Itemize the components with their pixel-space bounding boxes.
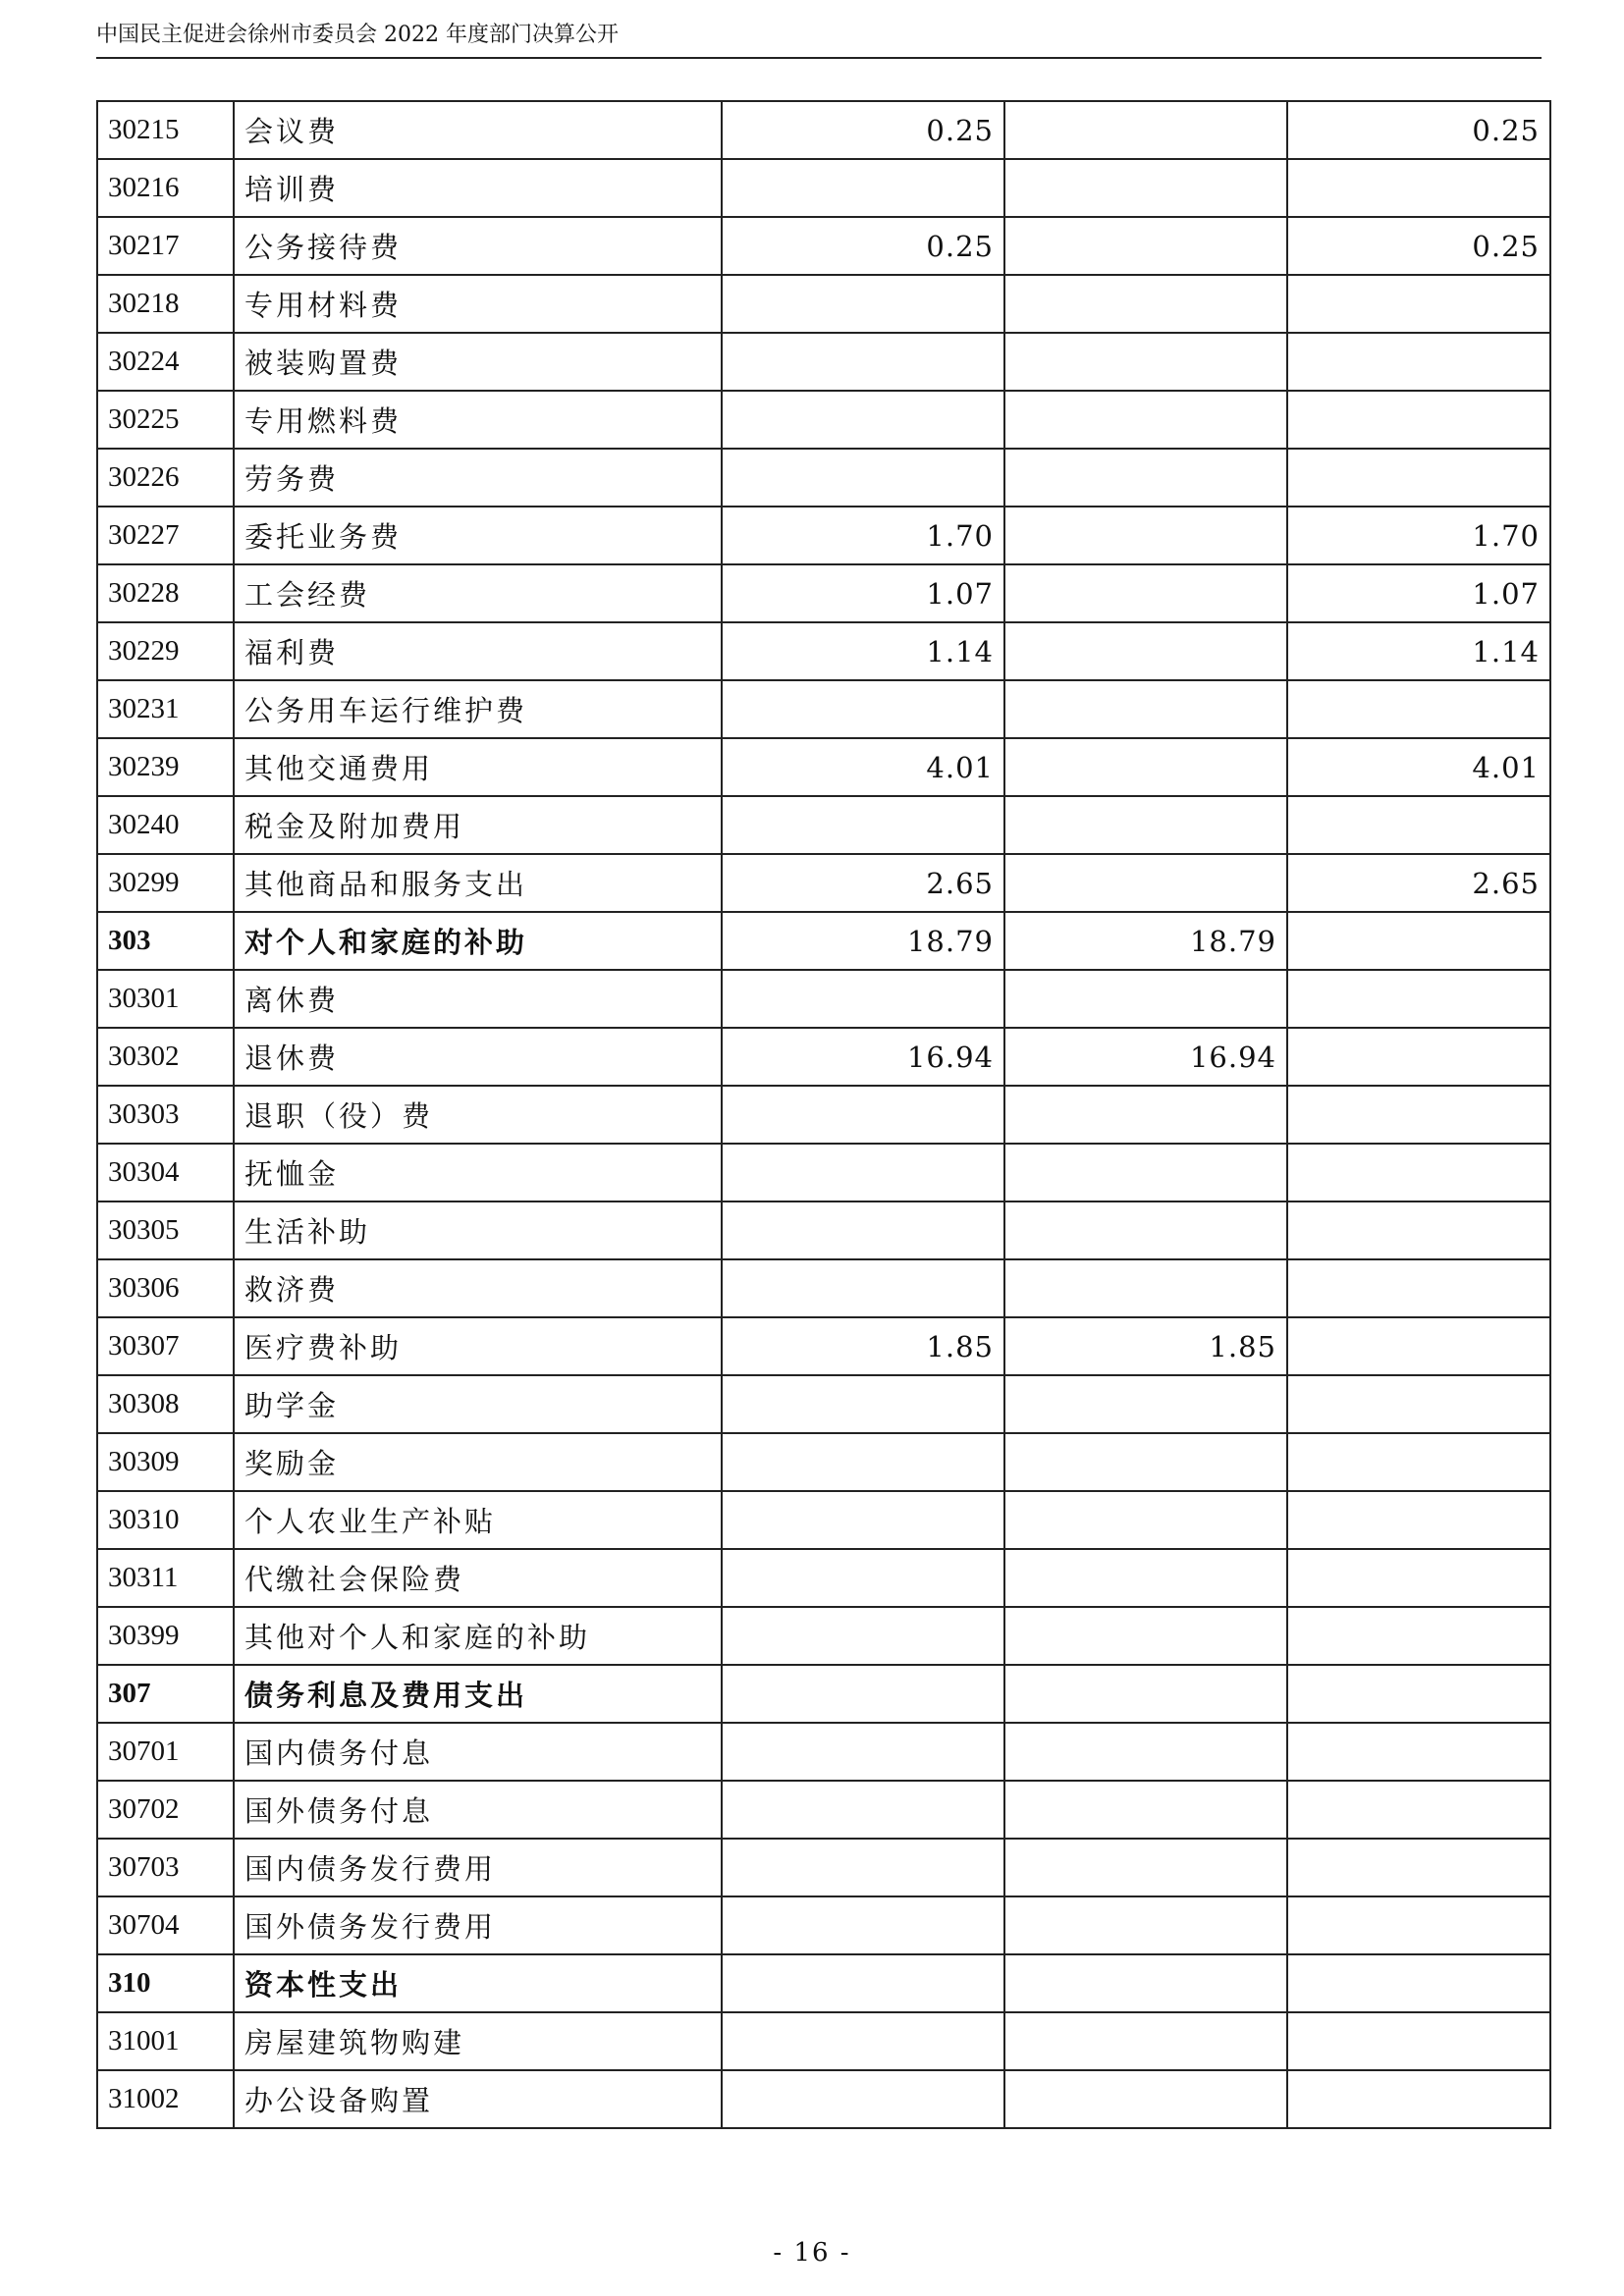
project-expenditure-cell — [1287, 449, 1550, 507]
economic-code-cell: 30310 — [97, 1491, 234, 1549]
total-amount-cell: 1.70 — [722, 507, 1004, 564]
project-expenditure-cell — [1287, 1549, 1550, 1607]
table-row — [97, 449, 1550, 507]
economic-code-cell: 30226 — [97, 449, 234, 507]
item-name-cell: 奖励金 — [234, 1433, 722, 1491]
economic-code-cell: 303 — [97, 912, 234, 970]
total-amount-cell — [722, 1896, 1004, 1954]
economic-code-cell: 30309 — [97, 1433, 234, 1491]
basic-expenditure-cell — [1004, 1954, 1287, 2012]
table-row — [97, 1607, 1550, 1665]
table-row — [97, 854, 1550, 912]
table-group-row — [97, 1665, 1550, 1723]
project-expenditure-cell: 2.65 — [1287, 854, 1550, 912]
total-amount-cell — [722, 1781, 1004, 1839]
total-amount-cell — [722, 391, 1004, 449]
table-row — [97, 738, 1550, 796]
basic-expenditure-cell — [1004, 449, 1287, 507]
item-name-cell: 公务用车运行维护费 — [234, 680, 722, 738]
total-amount-cell — [722, 1839, 1004, 1896]
table-row — [97, 1201, 1550, 1259]
total-amount-cell — [722, 1086, 1004, 1144]
economic-code-cell: 30303 — [97, 1086, 234, 1144]
item-name-cell: 会议费 — [234, 101, 722, 159]
expenditure-table-body — [97, 101, 1550, 2128]
project-expenditure-cell — [1287, 1723, 1550, 1781]
project-expenditure-cell — [1287, 2012, 1550, 2070]
basic-expenditure-cell — [1004, 507, 1287, 564]
total-amount-cell — [722, 449, 1004, 507]
economic-code-cell: 30311 — [97, 1549, 234, 1607]
total-amount-cell — [722, 2012, 1004, 2070]
basic-expenditure-cell — [1004, 796, 1287, 854]
total-amount-cell — [722, 275, 1004, 333]
economic-code-cell: 30299 — [97, 854, 234, 912]
project-expenditure-cell — [1287, 1954, 1550, 2012]
basic-expenditure-cell — [1004, 1433, 1287, 1491]
table-row — [97, 1549, 1550, 1607]
total-amount-cell: 1.07 — [722, 564, 1004, 622]
basic-expenditure-cell — [1004, 1144, 1287, 1201]
table-row — [97, 159, 1550, 217]
economic-code-cell: 30225 — [97, 391, 234, 449]
economic-code-cell: 31001 — [97, 2012, 234, 2070]
table-row — [97, 2070, 1550, 2128]
project-expenditure-cell — [1287, 275, 1550, 333]
item-name-cell: 退职（役）费 — [234, 1086, 722, 1144]
table-row — [97, 1781, 1550, 1839]
table-group-row — [97, 1954, 1550, 2012]
item-name-cell: 退休费 — [234, 1028, 722, 1086]
economic-code-cell: 30218 — [97, 275, 234, 333]
item-name-cell: 公务接待费 — [234, 217, 722, 275]
basic-expenditure-cell: 16.94 — [1004, 1028, 1287, 1086]
table-row — [97, 275, 1550, 333]
table-row — [97, 1896, 1550, 1954]
basic-expenditure-cell — [1004, 970, 1287, 1028]
item-name-cell: 个人农业生产补贴 — [234, 1491, 722, 1549]
economic-code-cell: 30229 — [97, 622, 234, 680]
total-amount-cell: 16.94 — [722, 1028, 1004, 1086]
economic-code-cell: 30224 — [97, 333, 234, 391]
economic-code-cell: 30703 — [97, 1839, 234, 1896]
project-expenditure-cell — [1287, 1607, 1550, 1665]
project-expenditure-cell — [1287, 1781, 1550, 1839]
project-expenditure-cell — [1287, 333, 1550, 391]
total-amount-cell — [722, 1201, 1004, 1259]
basic-expenditure-cell — [1004, 1549, 1287, 1607]
table-row — [97, 1086, 1550, 1144]
project-expenditure-cell — [1287, 1317, 1550, 1375]
project-expenditure-cell: 1.70 — [1287, 507, 1550, 564]
basic-expenditure-cell — [1004, 1839, 1287, 1896]
project-expenditure-cell: 1.07 — [1287, 564, 1550, 622]
project-expenditure-cell — [1287, 1491, 1550, 1549]
project-expenditure-cell — [1287, 1896, 1550, 1954]
total-amount-cell: 2.65 — [722, 854, 1004, 912]
item-name-cell: 国外债务付息 — [234, 1781, 722, 1839]
economic-code-cell: 30217 — [97, 217, 234, 275]
total-amount-cell: 0.25 — [722, 101, 1004, 159]
total-amount-cell — [722, 1433, 1004, 1491]
basic-expenditure-cell — [1004, 564, 1287, 622]
table-row — [97, 1375, 1550, 1433]
basic-expenditure-cell — [1004, 275, 1287, 333]
total-amount-cell: 18.79 — [722, 912, 1004, 970]
project-expenditure-cell — [1287, 970, 1550, 1028]
table-row — [97, 1028, 1550, 1086]
item-name-cell: 资本性支出 — [234, 1954, 722, 2012]
economic-code-cell: 30701 — [97, 1723, 234, 1781]
economic-code-cell: 30227 — [97, 507, 234, 564]
total-amount-cell — [722, 1665, 1004, 1723]
item-name-cell: 债务利息及费用支出 — [234, 1665, 722, 1723]
economic-code-cell: 30307 — [97, 1317, 234, 1375]
total-amount-cell — [722, 1144, 1004, 1201]
basic-expenditure-cell — [1004, 1665, 1287, 1723]
total-amount-cell — [722, 970, 1004, 1028]
table-row — [97, 1491, 1550, 1549]
total-amount-cell — [722, 1375, 1004, 1433]
basic-expenditure-cell — [1004, 1201, 1287, 1259]
table-row — [97, 507, 1550, 564]
total-amount-cell — [722, 1491, 1004, 1549]
item-name-cell: 专用材料费 — [234, 275, 722, 333]
basic-expenditure-cell — [1004, 622, 1287, 680]
total-amount-cell — [722, 2070, 1004, 2128]
basic-expenditure-cell: 18.79 — [1004, 912, 1287, 970]
page-number: - 16 - — [773, 2238, 851, 2268]
total-amount-cell — [722, 1954, 1004, 2012]
table-row — [97, 101, 1550, 159]
basic-expenditure-cell — [1004, 101, 1287, 159]
item-name-cell: 抚恤金 — [234, 1144, 722, 1201]
project-expenditure-cell — [1287, 1144, 1550, 1201]
total-amount-cell: 1.85 — [722, 1317, 1004, 1375]
item-name-cell: 劳务费 — [234, 449, 722, 507]
table-row — [97, 1723, 1550, 1781]
item-name-cell: 专用燃料费 — [234, 391, 722, 449]
project-expenditure-cell: 4.01 — [1287, 738, 1550, 796]
total-amount-cell: 1.14 — [722, 622, 1004, 680]
item-name-cell: 税金及附加费用 — [234, 796, 722, 854]
table-row — [97, 217, 1550, 275]
economic-code-cell: 30231 — [97, 680, 234, 738]
table-row — [97, 391, 1550, 449]
item-name-cell: 房屋建筑物购建 — [234, 2012, 722, 2070]
table-row — [97, 2012, 1550, 2070]
item-name-cell: 国外债务发行费用 — [234, 1896, 722, 1954]
basic-expenditure-cell — [1004, 391, 1287, 449]
economic-code-cell: 307 — [97, 1665, 234, 1723]
project-expenditure-cell — [1287, 1375, 1550, 1433]
basic-expenditure-cell — [1004, 333, 1287, 391]
item-name-cell: 国内债务发行费用 — [234, 1839, 722, 1896]
project-expenditure-cell: 0.25 — [1287, 217, 1550, 275]
economic-code-cell: 310 — [97, 1954, 234, 2012]
table-row — [97, 680, 1550, 738]
basic-expenditure-cell — [1004, 1781, 1287, 1839]
expenditure-table — [96, 100, 1551, 2129]
basic-expenditure-cell — [1004, 217, 1287, 275]
total-amount-cell — [722, 1259, 1004, 1317]
table-row — [97, 796, 1550, 854]
economic-code-cell: 30301 — [97, 970, 234, 1028]
basic-expenditure-cell — [1004, 680, 1287, 738]
item-name-cell: 离休费 — [234, 970, 722, 1028]
total-amount-cell — [722, 796, 1004, 854]
total-amount-cell: 4.01 — [722, 738, 1004, 796]
economic-code-cell: 31002 — [97, 2070, 234, 2128]
project-expenditure-cell — [1287, 1028, 1550, 1086]
project-expenditure-cell — [1287, 1433, 1550, 1491]
item-name-cell: 委托业务费 — [234, 507, 722, 564]
project-expenditure-cell — [1287, 1839, 1550, 1896]
economic-code-cell: 30702 — [97, 1781, 234, 1839]
economic-code-cell: 30215 — [97, 101, 234, 159]
economic-code-cell: 30302 — [97, 1028, 234, 1086]
project-expenditure-cell — [1287, 1665, 1550, 1723]
project-expenditure-cell — [1287, 912, 1550, 970]
project-expenditure-cell — [1287, 680, 1550, 738]
basic-expenditure-cell — [1004, 1723, 1287, 1781]
economic-code-cell: 30228 — [97, 564, 234, 622]
total-amount-cell — [722, 680, 1004, 738]
economic-code-cell: 30239 — [97, 738, 234, 796]
total-amount-cell — [722, 1549, 1004, 1607]
item-name-cell: 被装购置费 — [234, 333, 722, 391]
item-name-cell: 助学金 — [234, 1375, 722, 1433]
project-expenditure-cell — [1287, 1086, 1550, 1144]
basic-expenditure-cell: 1.85 — [1004, 1317, 1287, 1375]
item-name-cell: 医疗费补助 — [234, 1317, 722, 1375]
basic-expenditure-cell — [1004, 1607, 1287, 1665]
item-name-cell: 其他交通费用 — [234, 738, 722, 796]
economic-code-cell: 30306 — [97, 1259, 234, 1317]
item-name-cell: 对个人和家庭的补助 — [234, 912, 722, 970]
total-amount-cell — [722, 1723, 1004, 1781]
table-row — [97, 1433, 1550, 1491]
economic-code-cell: 30240 — [97, 796, 234, 854]
item-name-cell: 代缴社会保险费 — [234, 1549, 722, 1607]
project-expenditure-cell: 1.14 — [1287, 622, 1550, 680]
basic-expenditure-cell — [1004, 1259, 1287, 1317]
total-amount-cell — [722, 1607, 1004, 1665]
basic-expenditure-cell — [1004, 738, 1287, 796]
item-name-cell: 其他对个人和家庭的补助 — [234, 1607, 722, 1665]
project-expenditure-cell — [1287, 2070, 1550, 2128]
total-amount-cell — [722, 333, 1004, 391]
basic-expenditure-cell — [1004, 2012, 1287, 2070]
table-row — [97, 333, 1550, 391]
total-amount-cell: 0.25 — [722, 217, 1004, 275]
table-row — [97, 1839, 1550, 1896]
economic-code-cell: 30704 — [97, 1896, 234, 1954]
table-row — [97, 1259, 1550, 1317]
economic-code-cell: 30304 — [97, 1144, 234, 1201]
economic-code-cell: 30216 — [97, 159, 234, 217]
item-name-cell: 办公设备购置 — [234, 2070, 722, 2128]
item-name-cell: 国内债务付息 — [234, 1723, 722, 1781]
economic-code-cell: 30399 — [97, 1607, 234, 1665]
basic-expenditure-cell — [1004, 1896, 1287, 1954]
item-name-cell: 工会经费 — [234, 564, 722, 622]
basic-expenditure-cell — [1004, 1375, 1287, 1433]
table-row — [97, 1317, 1550, 1375]
table-row — [97, 564, 1550, 622]
basic-expenditure-cell — [1004, 1086, 1287, 1144]
item-name-cell: 培训费 — [234, 159, 722, 217]
economic-code-cell: 30308 — [97, 1375, 234, 1433]
project-expenditure-cell — [1287, 159, 1550, 217]
basic-expenditure-cell — [1004, 2070, 1287, 2128]
table-row — [97, 970, 1550, 1028]
project-expenditure-cell — [1287, 1201, 1550, 1259]
basic-expenditure-cell — [1004, 854, 1287, 912]
project-expenditure-cell — [1287, 796, 1550, 854]
document-header-title: 中国民主促进会徐州市委员会 2022 年度部门决算公开 — [96, 23, 619, 47]
basic-expenditure-cell — [1004, 1491, 1287, 1549]
table-group-row — [97, 912, 1550, 970]
project-expenditure-cell: 0.25 — [1287, 101, 1550, 159]
item-name-cell: 福利费 — [234, 622, 722, 680]
total-amount-cell — [722, 159, 1004, 217]
basic-expenditure-cell — [1004, 159, 1287, 217]
table-row — [97, 622, 1550, 680]
item-name-cell: 生活补助 — [234, 1201, 722, 1259]
project-expenditure-cell — [1287, 391, 1550, 449]
header-divider — [96, 57, 1542, 59]
item-name-cell: 其他商品和服务支出 — [234, 854, 722, 912]
project-expenditure-cell — [1287, 1259, 1550, 1317]
economic-code-cell: 30305 — [97, 1201, 234, 1259]
table-row — [97, 1144, 1550, 1201]
item-name-cell: 救济费 — [234, 1259, 722, 1317]
